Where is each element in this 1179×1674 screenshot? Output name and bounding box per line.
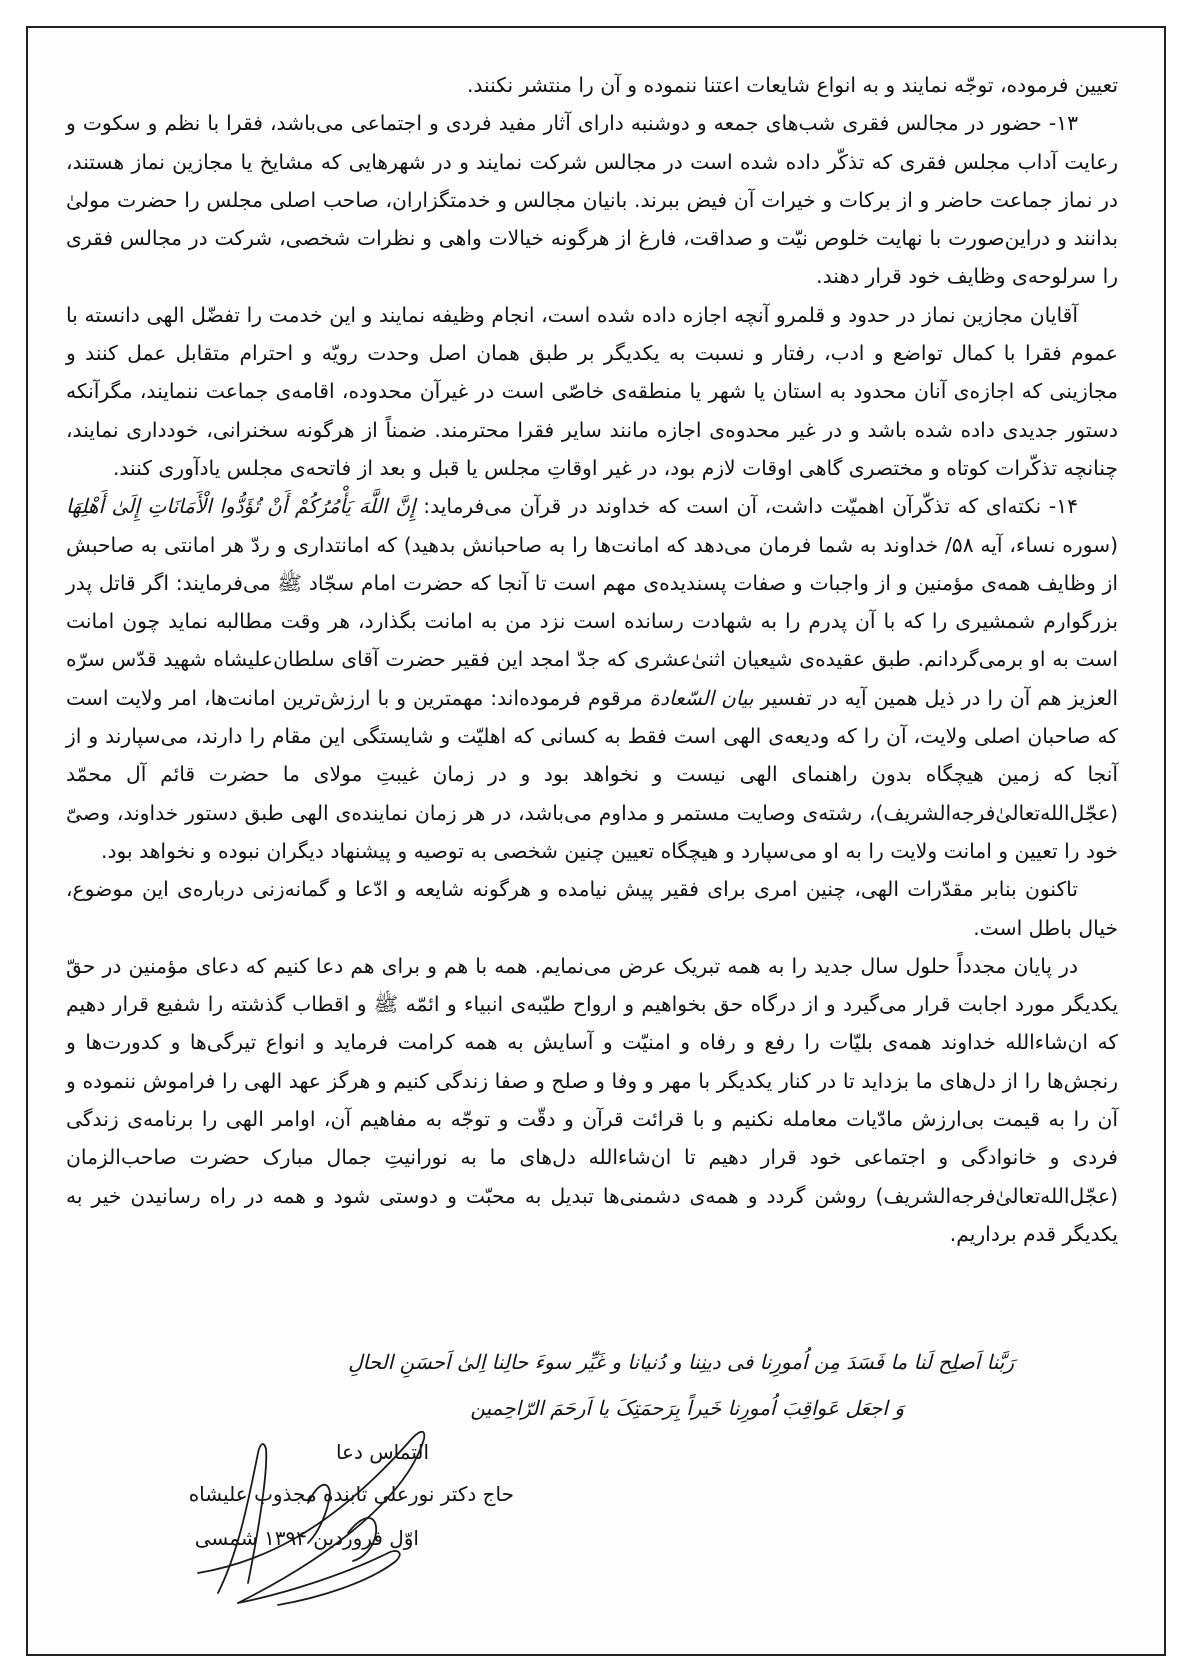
p14-body-end: مرقوم فرموده‌اند: مهمترین و با ارزش‌ترین امانت‌ها، امر ولایت است که صاحبان اصلی ولایت، آن را که ودیعه‌ی الهی است فقط به کسانی که اهلیّت و شایستگی این مقام را دارند، می‌سپارند و از آنجا که زمین هیچگاه بدون راهنمای الهی نیست و نخواهد بود و در زمان غیبتِ مولای ما حضرت قائم آل محمّد (عجّل‌الله‌تعالیٰ‌فرجه‌الشریف)، رشته‌ی وصایت مستمر و مداوم می‌باشد، در هر زمان نماینده‌ی الهی طبق دستور خداوند، وصیّ خود را تعیین و امانت ولایت را به او می‌سپارد و هیچگاه تعیین چنین شخصی به توصیه و پیشنهاد دیگران نبوده و نخواهد بود.	[66, 685, 1118, 863]
paragraph-prayer-leaders: آقایان مجازین نماز در حدود و قلمرو آنچه اجازه داده شده است، انجام وظیفه نمایند و این خدمت را تفضّل الهی دانسته با عموم فقرا با کمال تواضع و ادب، رفتار و نسبت به یکدیگر بر طبق همان اصل وحدت رویّه و احترام متقابل عمل کنند و مجازینی که اجازه‌ی آنان محدود به استان یا شهر یا منطقه‌ی خاصّی است در غیرآن محدوده، اقامه‌ی جماعت ننمایند، مگرآنکه دستور جدیدی داده شده باشد و در غیر محدوه‌ی اجازه مانند سایر فقرا محترمند. ضمناً از هرگونه سخنرانی، خودداری نمایند، چنانچه تذکّرات کوتاه و مختصری گاهی اوقات لازم بود، در غیر اوقاتِ مجلس یا قبل و بعد از فاتحه‌ی مجلس یادآوری کنند.	[66, 302, 1118, 480]
paragraph-13: ۱۳- حضور در مجالس فقری شب‌های جمعه و دوشنبه دارای آثار مفید فردی و اجتماعی می‌باشد، فقرا با نظم و سکوت و رعایت آداب مجلس فقری که تذکّر داده شده است در مجالس شرکت نمایند و در شهرهایی که مشایخ یا مجازین نماز هستند، در نماز جماعت حاضر و از برکات و خیرات آن فیض ببرند. بانیان مجالس و خدمتگزاران، صاحب اصلی مجلس را حضرت مولیٰ بدانند و دراین‌صورت با نهایت خلوص نیّت و صداقت، فارغ از هرگونه خیالات واهی و نظرات شخصی، شرکت در مجالس فقری را سرلوحه‌ی وظایف خود قرار دهند.	[66, 111, 1118, 289]
p14-body: (سوره نساء، آیه ۵۸/ خداوند به شما فرمان می‌دهد که امانت‌ها را به صاحبانش بدهید) که امانتداری و ردّ هر امانتی به صاحبش از وظایف همه‌ی مؤمنین و از واجبات و صفات پسندیده‌ی مهم است تا آنجا که حضرت امام سجّاد ﷺ می‌فرمایند: اگر قاتل پدر بزرگوارم شمشیری را که با آن پدرم را به شهادت رسانده است نزد من به امانت بگذارد، هر وقت مطالبه نماید چون امانت است به او برمی‌گردانم. طبق عقیده‌ی شیعیان اثنیٰ‌عشری که جدّ امجد این فقیر حضرت آقای سلطان‌علیشاه شهید قدّس سرّه العزیز هم آن را در ذیل همین آیه در تفسیر	[66, 532, 1118, 710]
letter-body	[66, 66, 1118, 1253]
tafsir-title: بیان السّعادة	[649, 685, 754, 710]
letter-date: اوّل فروردین ۱۳۹۴ شمسی	[194, 1526, 419, 1550]
closing-prayer-line-1: رَبَّنا اَصلِح لَنا ما فَسَدَ مِن اُمورِنا فی دینِنا و دُنیانا و غَیِّر سوءَ حالِنا اِلیٰ اَحسَنِ الحالِ	[348, 1350, 1014, 1374]
closing-prayer-line-2: وَ اجعَل عَواقِبَ اُمورِنا خَیراً بِرَحمَتِکَ یا اَرحَمَ الرّاحِمین	[470, 1396, 904, 1420]
letter-page	[26, 26, 1166, 1656]
paragraph-intro: تعیین فرموده، توجّه نمایند و به انواع شایعات اعتنا ننموده و آن را منتشر نکنند.	[466, 73, 1118, 97]
handwritten-signature	[178, 1383, 438, 1653]
p14-intro: ۱۴- نکته‌ای که تذکّرآن اهمیّت داشت، آن است که خداوند در قرآن می‌فرماید:	[415, 494, 1078, 519]
paragraph-rumors: تاکنون بنابر مقدّرات الهی، چنین امری برای فقیر پیش نیامده و هرگونه شایعه و ادّعا و گمانه‌زنی درباره‌ی این موضوع، خیال باطل است.	[66, 877, 1118, 940]
paragraph-new-year: در پایان مجدداً حلول سال جدید را به همه تبریک عرض می‌نمایم. همه با هم و برای هم دعا کنیم که دعای مؤمنین در حقّ یکدیگر مورد اجابت قرار می‌گیرد و از درگاه حق بخواهیم و ارواح طیّبه‌ی انبیاء و ائمّه ﷺ و اقطاب گذشته را شفیع قرار دهیم که ان‌شاءالله خداوند همه‌ی بلیّات را رفع و رفاه و امنیّت و آسایش به همه کرامت فرماید و انواع تیرگی‌ها و کدورت‌ها و رنجش‌ها را از دل‌های ما بزداید تا در کنار یکدیگر با مهر و وفا و صلح و صفا زندگی کنیم و هرگز عهد الهی را فراموش ننموده و آن را به قیمت بی‌ارزش مادّیات معامله نکنیم و با قرائت قرآن و دقّت و توجّه به مفاهیم آن، اوامر الهی را برنامه‌ی زندگی فردی و خانوادگی و اجتماعی خود قرار دهیم تا ان‌شاءالله دل‌های ما به نورانیتِ جمال مبارک حضرت صاحب‌الزمان (عجّل‌الله‌تعالیٰ‌فرجه‌الشریف) روشن گردد و همه‌ی دشمنی‌ها تبدیل به محبّت و دوستی شود و همه در راه رسانیدن خیر به یکدیگر قدم برداریم.	[66, 953, 1118, 1246]
closing-request: التماس دعا	[335, 1440, 429, 1464]
quran-verse: إِنَّ اللَّهَ يَأْمُرُكُمْ أَنْ تُؤَدُّوا الْأَمَانَاتِ إِلَىٰ أَهْلِهَا	[66, 494, 416, 519]
signer-name: حاج دکتر نورعلی تابنده مجذوب علیشاه	[188, 1482, 514, 1506]
paragraph-14	[66, 487, 1118, 870]
